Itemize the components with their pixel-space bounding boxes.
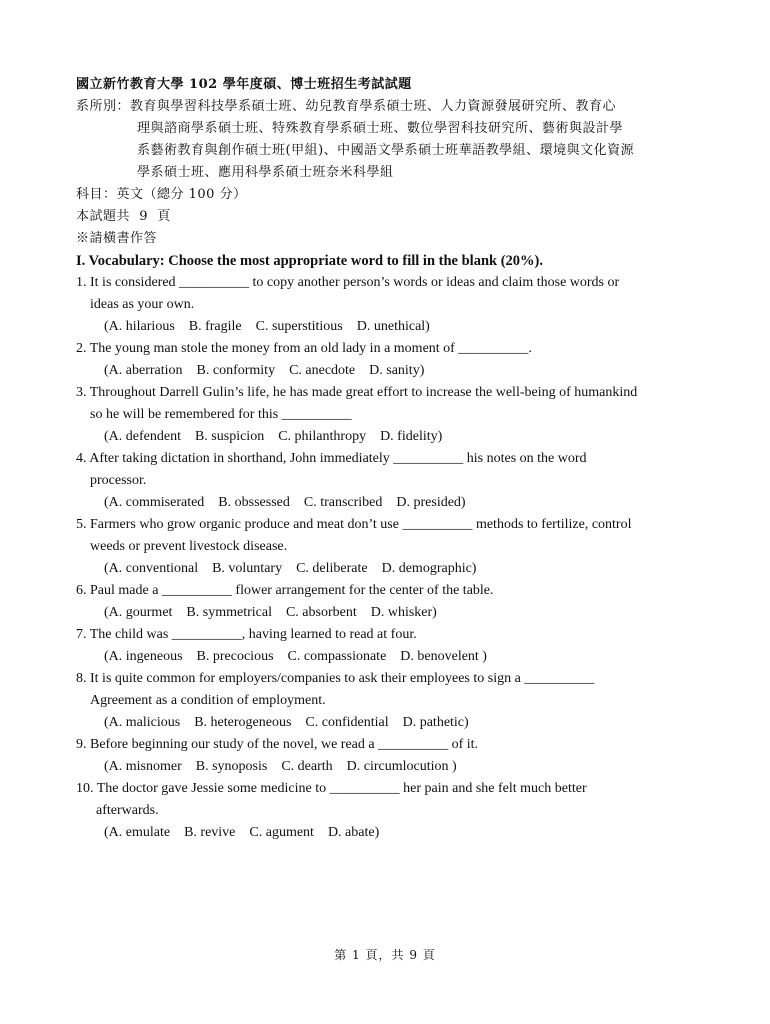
- question-text: 4. After taking dictation in shorthand, John immediately __________ his notes on the word: [76, 451, 587, 466]
- question-item: [76, 734, 706, 778]
- question-text-continued: ideas as your own.: [90, 297, 195, 312]
- page-count-line: 本試題共 9 頁: [76, 209, 171, 224]
- answer-options: (A. defendent B. suspicion C. philanthropy D. fidelity): [104, 429, 443, 444]
- answer-options: (A. misnomer B. synoposis C. dearth D. circumlocution ): [104, 759, 457, 774]
- question-item: [76, 382, 706, 448]
- department-line-3: 系藝術教育與創作碩士班(甲組)、中國語文學系碩士班華語教學組、環境與文化資源: [137, 143, 635, 158]
- question-item: [76, 778, 706, 844]
- question-text-continued: Agreement as a condition of employment.: [90, 693, 326, 708]
- question-text-continued: so he will be remembered for this __________: [90, 407, 352, 422]
- department-line-2: 理與諮商學系碩士班、特殊教育學系碩士班、數位學習科技研究所、藝術與設計學: [137, 121, 624, 136]
- answer-options: (A. commiserated B. obssessed C. transcribed D. presided): [104, 495, 466, 510]
- question-text: 9. Before beginning our study of the novel, we read a __________ of it.: [76, 737, 479, 752]
- instruction-note: ※請橫書作答: [76, 231, 158, 246]
- question-item: [76, 448, 706, 514]
- exam-title: 國立新竹教育大學 102 學年度碩、博士班招生考試試題: [76, 77, 412, 92]
- department-line-1: 系所別：教育與學習科技學系碩士班、幼兒教育學系碩士班、人力資源發展研究所、教育心: [76, 99, 617, 114]
- question-item: [76, 624, 706, 668]
- question-text: 10. The doctor gave Jessie some medicine to __________ her pain and she felt much better: [76, 781, 587, 796]
- answer-options: (A. malicious B. heterogeneous C. confidential D. pathetic): [104, 715, 469, 730]
- page-footer: 第 1 頁，共 9 頁: [334, 948, 436, 962]
- question-item: [76, 514, 706, 580]
- question-list: [76, 272, 706, 844]
- answer-options: (A. emulate B. revive C. agument D. abate): [104, 825, 380, 840]
- section-title: I. Vocabulary: Choose the most appropriate word to fill in the blank (20%).: [76, 253, 543, 269]
- question-item: [76, 580, 706, 624]
- question-text-continued: weeds or prevent livestock disease.: [90, 539, 288, 554]
- answer-options: (A. aberration B. conformity C. anecdote D. sanity): [104, 363, 425, 378]
- question-text: 1. It is considered __________ to copy another person’s words or ideas and claim those words or: [76, 275, 620, 290]
- question-text: 6. Paul made a __________ flower arrangement for the center of the table.: [76, 583, 494, 598]
- department-line-4: 學系碩士班、應用科學系碩士班奈米科學組: [137, 165, 394, 180]
- question-item: [76, 272, 706, 338]
- question-text: 2. The young man stole the money from an old lady in a moment of __________.: [76, 341, 532, 356]
- answer-options: (A. gourmet B. symmetrical C. absorbent D. whisker): [104, 605, 437, 620]
- question-text-continued: processor.: [90, 473, 147, 488]
- answer-options: (A. hilarious B. fragile C. superstitious D. unethical): [104, 319, 430, 334]
- answer-options: (A. ingeneous B. precocious C. compassionate D. benovelent ): [104, 649, 487, 664]
- question-item: [76, 668, 706, 734]
- question-text: 8. It is quite common for employers/companies to ask their employees to sign a __________: [76, 671, 595, 686]
- exam-page: [76, 74, 706, 844]
- question-text: 5. Farmers who grow organic produce and meat don’t use __________ methods to fertilize, control: [76, 517, 632, 532]
- answer-options: (A. conventional B. voluntary C. deliberate D. demographic): [104, 561, 477, 576]
- question-text-continued: afterwards.: [96, 803, 159, 818]
- subject-line: 科目：英文（總分 100 分）: [76, 187, 247, 202]
- question-text: 3. Throughout Darrell Gulin’s life, he has made great effort to increase the well-being of humankind: [76, 385, 638, 400]
- question-item: [76, 338, 706, 382]
- question-text: 7. The child was __________, having learned to read at four.: [76, 627, 417, 642]
